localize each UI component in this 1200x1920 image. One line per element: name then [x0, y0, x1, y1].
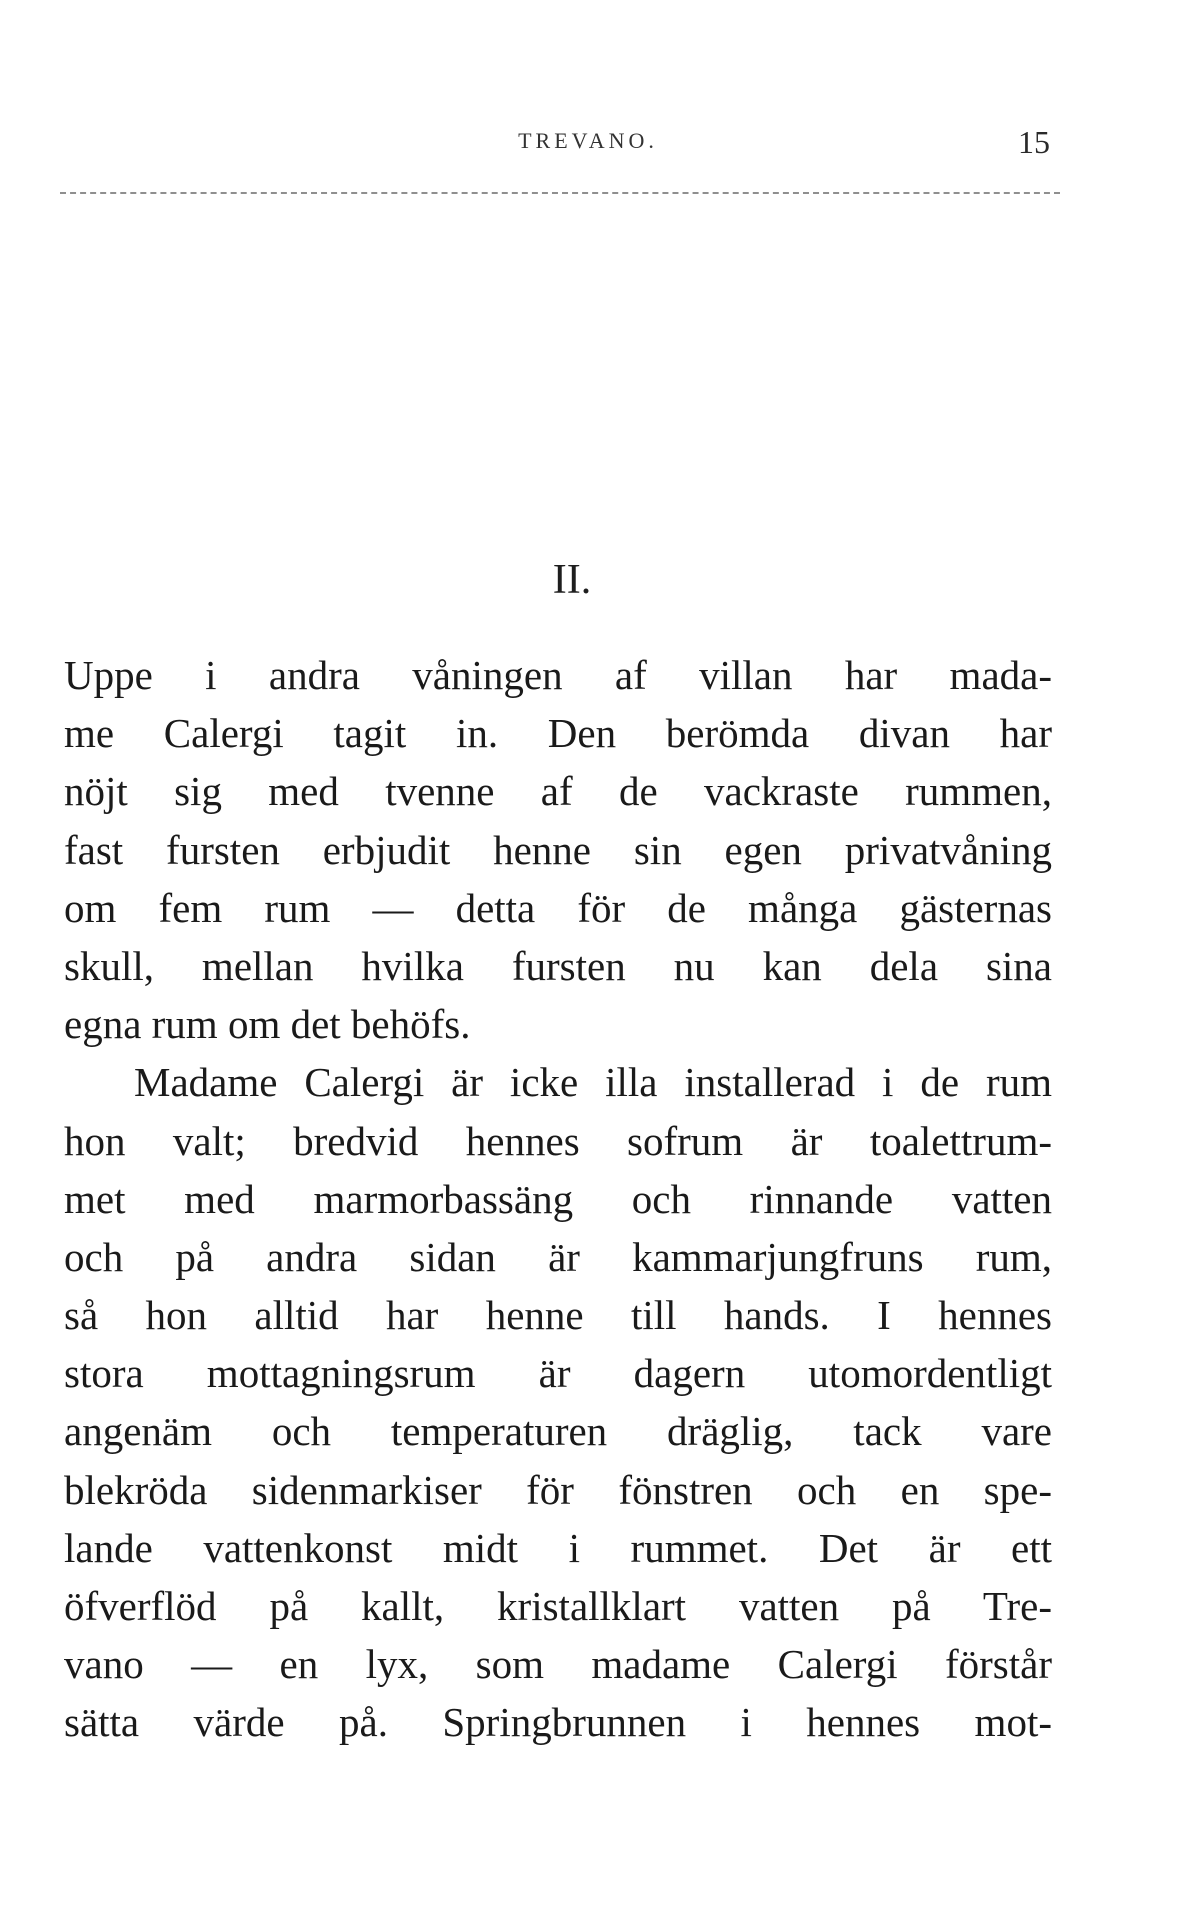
- paragraph-2: [64, 1053, 1052, 1751]
- text-line: så hon alltid har henne till hands. I hennes: [64, 1292, 1052, 1339]
- text-line: öfverflöd på kallt, kristallklart vatten på Tre-: [64, 1583, 1052, 1629]
- text-line: vano — en lyx, som madame Calergi förstår: [64, 1641, 1052, 1688]
- text-line: egna rum om det behöfs.: [64, 1001, 471, 1048]
- text-line: Madame Calergi är icke illa installerad i de rum: [134, 1059, 1052, 1106]
- paragraph-1: [64, 646, 1052, 1053]
- text-line: hon valt; bredvid hennes sofrum är toalettrum-: [64, 1117, 1052, 1164]
- text-line: nöjt sig med tvenne af de vackraste rummen,: [64, 768, 1052, 815]
- body-text: [64, 646, 1052, 1752]
- header-rule: [60, 192, 1060, 194]
- text-line: sätta värde på. Springbrunnen i hennes mot-: [64, 1699, 1052, 1746]
- text-line: fast fursten erbjudit henne sin egen privatvåning: [64, 826, 1052, 873]
- page-number: 15: [1018, 124, 1050, 160]
- text-line: met med marmorbassäng och rinnande vatten: [64, 1175, 1052, 1222]
- text-line: Uppe i andra våningen af villan har mada-: [64, 652, 1052, 698]
- text-line: angenäm och temperaturen dräglig, tack vare: [64, 1408, 1052, 1455]
- text-line: och på andra sidan är kammarjungfruns rum,: [64, 1233, 1052, 1280]
- text-line: blekröda sidenmarkiser för fönstren och en spe-: [64, 1466, 1052, 1513]
- chapter-heading: II.: [552, 557, 592, 603]
- text-line: lande vattenkonst midt i rummet. Det är ett: [64, 1524, 1052, 1571]
- running-title: TREVANO.: [518, 128, 658, 153]
- text-line: om fem rum — detta för de många gästernas: [64, 884, 1052, 931]
- text-line: stora mottagningsrum är dagern utomordentligt: [64, 1350, 1052, 1397]
- page-header: [0, 124, 1200, 178]
- text-line: me Calergi tagit in. Den berömda divan har: [64, 710, 1052, 757]
- text-line: skull, mellan hvilka fursten nu kan dela sina: [64, 942, 1052, 989]
